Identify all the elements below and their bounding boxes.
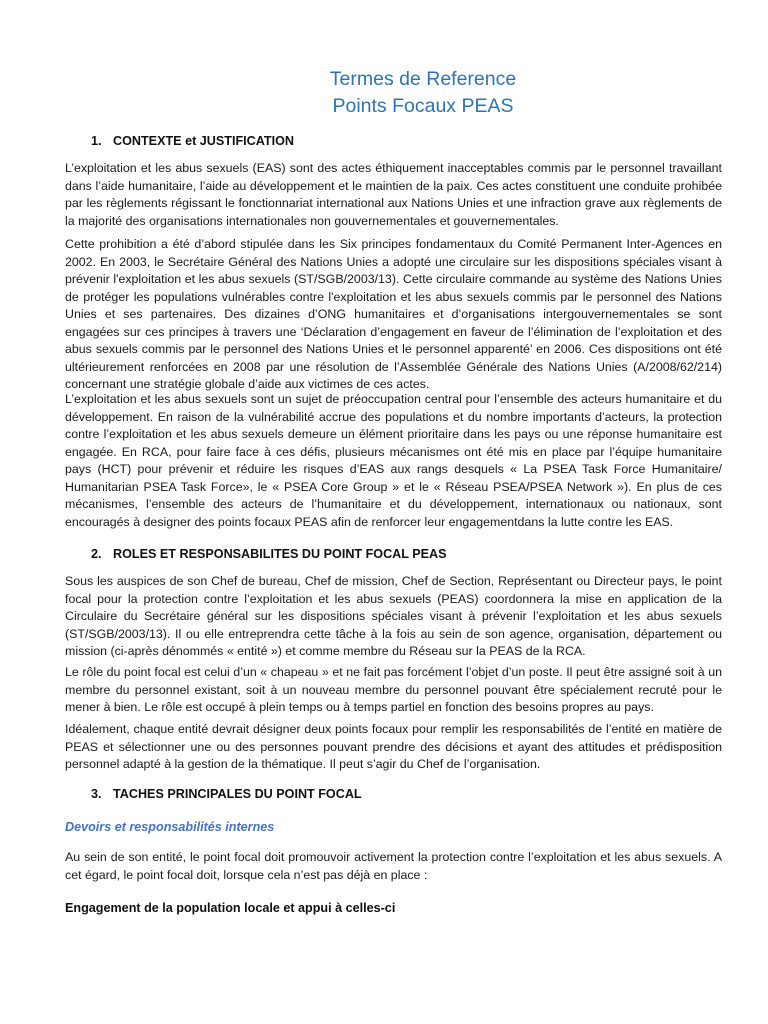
section3-subheading: Devoirs et responsabilités internes bbox=[65, 820, 275, 834]
section3-heading-text: TACHES PRINCIPALES DU POINT FOCAL bbox=[113, 787, 362, 801]
section2-heading bbox=[91, 547, 447, 561]
section1-number: 1. bbox=[91, 134, 102, 148]
section1-paragraph-3: L’exploitation et les abus sexuels sont un sujet de préoccupation central pour l’ensemble des acteurs humanitaire et du développement. En raison de la vulnérabilité accrue des populations et du nombre importants d’acteurs, la protection contre l’exploitation et les abus sexuels demeure un élément prioritaire dans les pays ou une réponse humanitaire est engagée. En RCA, pour faire face à ces défis, plusieurs mécanismes ont été mis en place par l’équipe humanitaire pays (HCT) pour prévenir et réduire les risques d’EAS aux rangs desquels « La PSEA Task Force Humanitaire/ Humanitarian PSEA Task Force», le « PSEA Core Group » et le « Réseau PSEA/PSEA Network »). En plus de ces mécanismes, l’ensemble des acteurs de l’humanitaire et du développement, internationaux ou nationaux, sont encouragés à designer des points focaux PEAS afin de renforcer leur engagementdans la lutte contre les EAS. bbox=[65, 392, 722, 529]
section2-paragraph-2: Le rôle du point focal est celui d’un « chapeau » et ne fait pas forcément l’objet d’un poste. Il peut être assigné soit à un membre du personnel existant, soit à un nouveau membre du personnel pouvant être spécialement recruté pour le mener à bien. Le rôle est occupé à plein temps ou à temps partiel en fonction des besoins propres au pays. bbox=[65, 665, 722, 714]
section1-paragraph-1: L’exploitation et les abus sexuels (EAS) sont des actes éthiquement inacceptables commis par le personnel travaillant dans l’aide humanitaire, l’aide au développement et le maintien de la paix. Ces actes constituent une conduite prohibée par les règlements régissant le fonctionnariat international aux Nations Unies et une infraction grave aux règlements de la majorité des organisations internationales non gouvernementales et gouvernementales. bbox=[65, 161, 722, 228]
section3-bold-line: Engagement de la population locale et appui à celles-ci bbox=[65, 901, 396, 915]
section2-paragraph-3: Idéalement, chaque entité devrait désigner deux points focaux pour remplir les responsabilités de l’entité en matière de PEAS et sélectionner une ou des personnes pouvant prendre des décisions et ayant des attitudes et prédisposition personnel adapté à la gestion de la thématique. Il peut s’agir du Chef de l’organisation. bbox=[65, 722, 722, 771]
document-title-line2: Points Focaux PEAS bbox=[332, 95, 514, 117]
section1-heading-text: CONTEXTE et JUSTIFICATION bbox=[113, 134, 294, 148]
section3-heading bbox=[91, 787, 362, 801]
section2-paragraph-1: Sous les auspices de son Chef de bureau, Chef de mission, Chef de Section, Représentant ou Directeur pays, le point focal pour la protection contre l’exploitation et les abus sexuels (PEAS) coordonnera la mise en application de la Circulaire du Secrétaire général sur les dispositions spéciales visant à prévenir l’exploitation et les abus sexuels (ST/SGB/2003/13). Il ou elle entreprendra cette tâche à la fois au sein de son agence, organisation, département ou mission (ci-après dénommés « entité ») et comme membre du Réseau sur la PEAS de la RCA. bbox=[65, 574, 722, 658]
section2-number: 2. bbox=[91, 547, 102, 561]
section3-number: 3. bbox=[91, 787, 102, 801]
section1-heading bbox=[91, 134, 294, 148]
document-title-line1: Termes de Reference bbox=[329, 68, 517, 90]
section3-paragraph: Au sein de son entité, le point focal doit promouvoir activement la protection contre l’exploitation et les abus sexuels. A cet égard, le point focal doit, lorsque cela n’est pas déjà en place : bbox=[65, 850, 722, 882]
section1-paragraph-2: Cette prohibition a été d’abord stipulée dans les Six principes fondamentaux du Comité Permanent Inter-Agences en 2002. En 2003, le Secrétaire Général des Nations Unies a adopté une circulaire sur les dispositions spéciales visant à prévenir l'exploitation et les abus sexuels (ST/SGB/2003/13). Cette circulaire commande au système des Nations Unies de protéger les populations vulnérables contre l'exploitation et les abus sexuels commis par le personnel des Nations Unies et ses partenaires. Des dizaines d’ONG humanitaires et d’organisations intergouvernementales se sont engagées sur ces principes à travers une ‘Déclaration d’engagement en faveur de l’élimination de l’exploitation et des abus sexuels commis par le personnel des Nations Unies et le personnel apparenté’ en 2006. Ces dispositions ont été ultérieurement renforcées en 2008 par une résolution de l’Assemblée Générale des Nations Unies (A/2008/62/214) concernant une stratégie globale d’aide aux victimes de ces actes. bbox=[65, 237, 722, 391]
section2-heading-text: ROLES ET RESPONSABILITES DU POINT FOCAL PEAS bbox=[113, 547, 447, 561]
